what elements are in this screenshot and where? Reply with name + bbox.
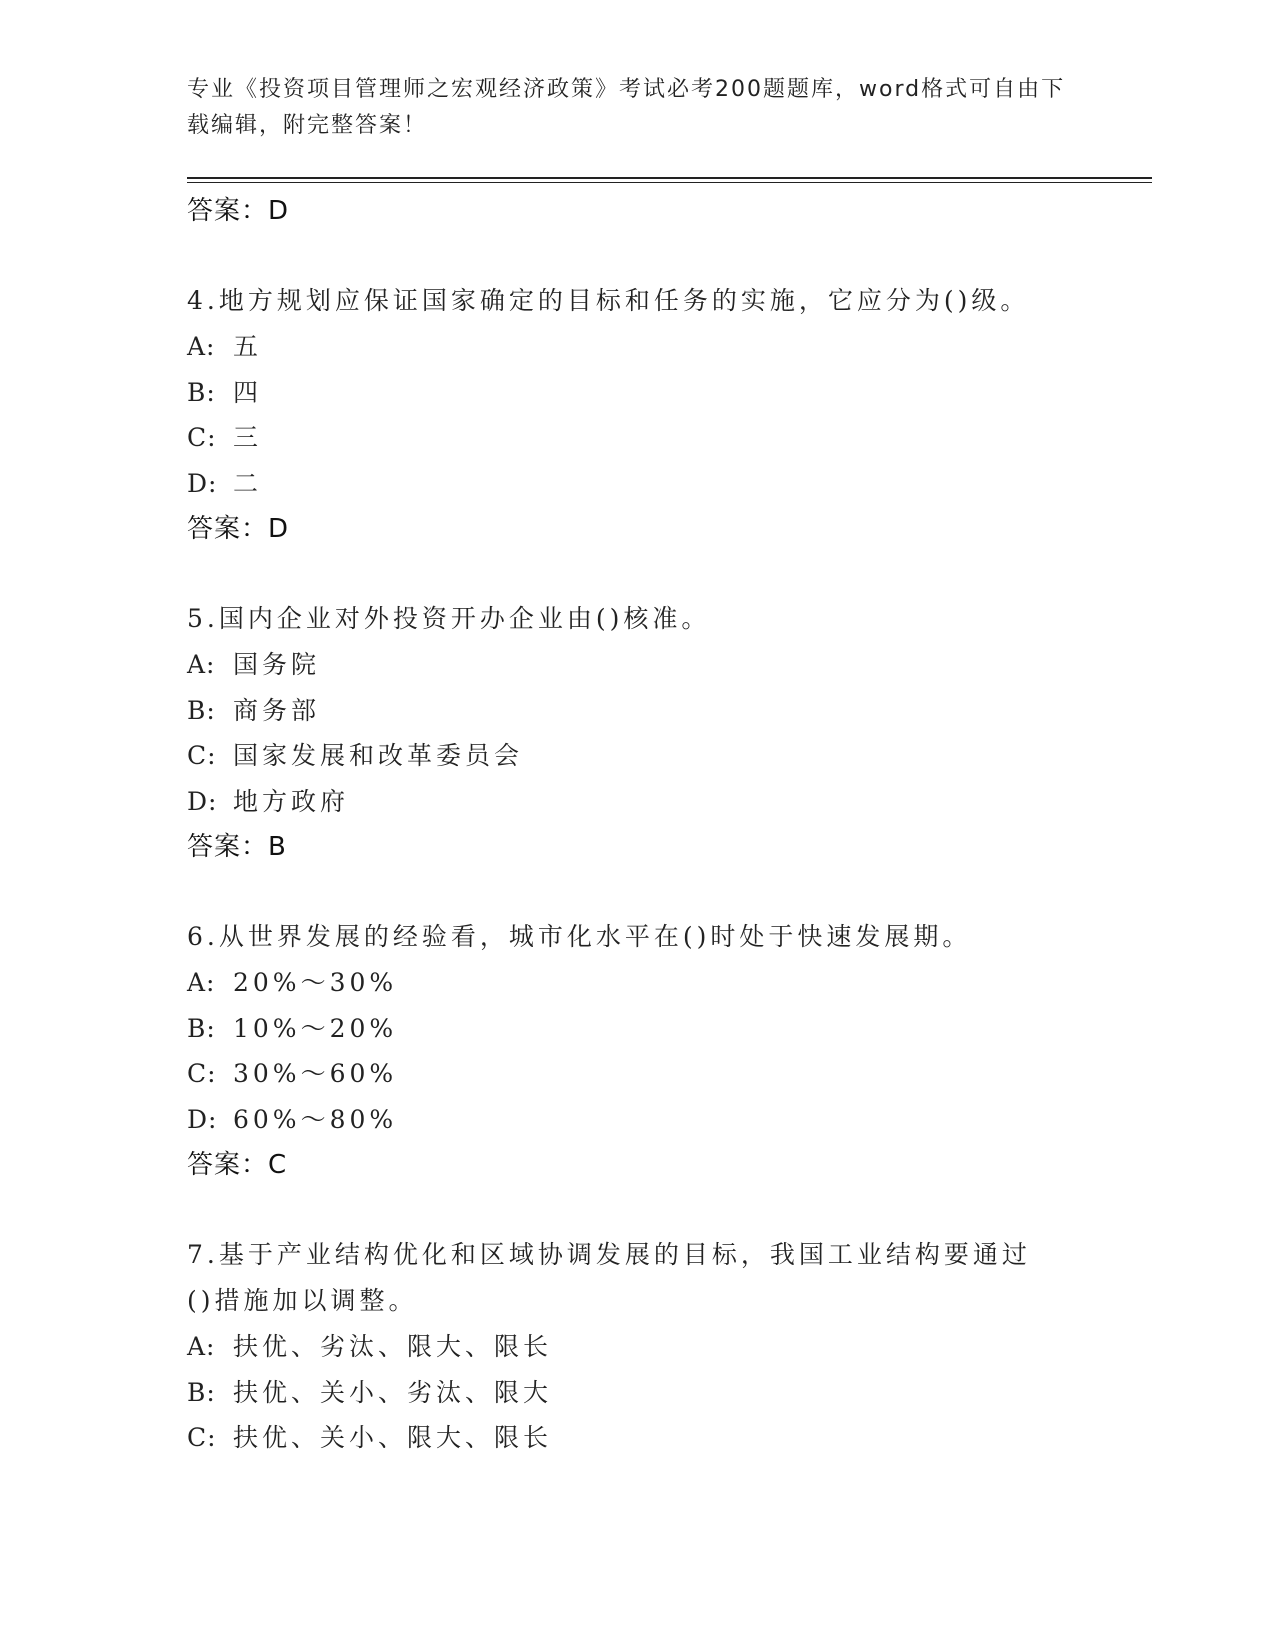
- option-c: [187, 415, 1152, 461]
- option-key: C:: [187, 423, 217, 452]
- option-b: [187, 1370, 1152, 1416]
- option-a: [187, 642, 1152, 688]
- option-key: C:: [187, 1059, 217, 1088]
- question-stem: 6.从世界发展的经验看，城市化水平在()时处于快速发展期。: [187, 922, 972, 951]
- answer-line: 答案：C: [187, 1150, 288, 1180]
- option-text: 地方政府: [233, 786, 350, 816]
- option-key: A:: [187, 1332, 216, 1361]
- spacer: [187, 234, 1152, 278]
- spacer: [187, 552, 1152, 596]
- option-key: D:: [187, 786, 218, 816]
- option-text: 二: [233, 468, 263, 498]
- question-stem: 5.国内企业对外投资开办企业由()核准。: [187, 604, 711, 633]
- question-block: [187, 596, 1152, 870]
- option-key: C:: [187, 741, 217, 770]
- option-key: B:: [187, 1013, 216, 1043]
- option-b: [187, 1006, 1152, 1052]
- option-b: [187, 370, 1152, 416]
- option-key: D:: [187, 1104, 218, 1134]
- option-a: [187, 960, 1152, 1006]
- option-text: 四: [233, 377, 263, 407]
- question-block: [187, 914, 1152, 1188]
- answer-line: 答案：D: [187, 514, 290, 544]
- option-a: [187, 1324, 1152, 1370]
- option-d: [187, 779, 1152, 825]
- option-text: 五: [233, 332, 263, 361]
- option-key: A:: [187, 332, 216, 361]
- option-c: [187, 1415, 1152, 1461]
- option-key: B:: [187, 1377, 216, 1407]
- option-text: 扶优、劣汰、限大、限长: [233, 1332, 553, 1361]
- option-text: 60%～80%: [233, 1104, 398, 1134]
- question-stem: 4.地方规划应保证国家确定的目标和任务的实施，它应分为()级。: [187, 286, 1030, 315]
- question-block: [187, 278, 1152, 552]
- question-block: [187, 1232, 1152, 1461]
- option-c: [187, 1051, 1152, 1097]
- option-d: [187, 461, 1152, 507]
- question-stem: 7.基于产业结构优化和区域协调发展的目标，我国工业结构要通过()措施加以调整。: [187, 1240, 1031, 1315]
- option-text: 国务院: [233, 650, 321, 679]
- option-text: 三: [233, 423, 263, 452]
- option-text: 扶优、关小、劣汰、限大: [233, 1377, 553, 1407]
- option-a: [187, 324, 1152, 370]
- option-text: 20%～30%: [233, 968, 398, 997]
- option-key: B:: [187, 377, 216, 407]
- option-b: [187, 688, 1152, 734]
- option-text: 10%～20%: [233, 1013, 398, 1043]
- option-c: [187, 733, 1152, 779]
- header-divider-thin: [187, 182, 1152, 183]
- option-key: D:: [187, 468, 218, 498]
- option-text: 扶优、关小、限大、限长: [233, 1423, 553, 1452]
- option-text: 商务部: [233, 695, 321, 725]
- spacer: [187, 1188, 1152, 1232]
- option-key: B:: [187, 695, 216, 725]
- document-header: 专业《投资项目管理师之宏观经济政策》考试必考200题题库，word格式可自由下载编辑，附完整答案！: [187, 77, 1066, 138]
- option-key: A:: [187, 650, 216, 679]
- option-key: A:: [187, 968, 216, 997]
- previous-answer: 答案：D: [187, 196, 290, 226]
- question-list: [187, 188, 1152, 1461]
- option-d: [187, 1097, 1152, 1143]
- header-divider-thick: [187, 177, 1152, 179]
- spacer: [187, 870, 1152, 914]
- option-text: 30%～60%: [233, 1059, 398, 1088]
- option-text: 国家发展和改革委员会: [233, 741, 524, 770]
- option-key: C:: [187, 1423, 217, 1452]
- answer-line: 答案：B: [187, 832, 287, 862]
